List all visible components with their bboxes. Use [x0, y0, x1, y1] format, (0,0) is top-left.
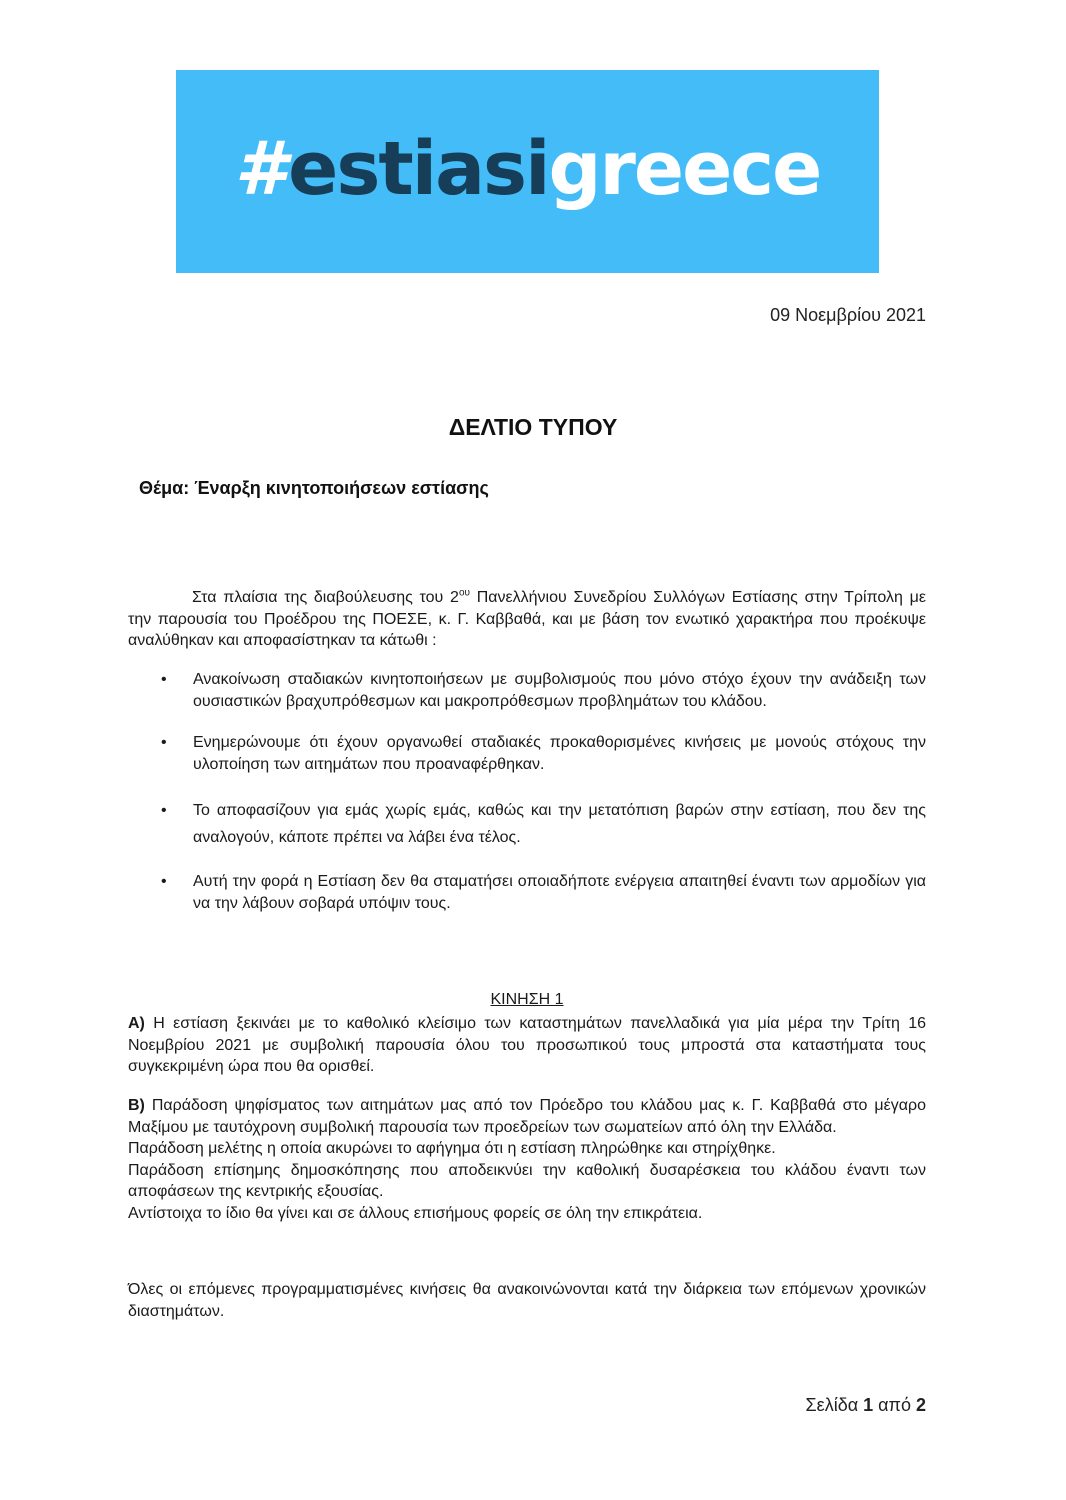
list-item	[128, 797, 926, 851]
part-a-text: Η εστίαση ξεκινάει με το καθολικό κλείσιμο των καταστημάτων πανελλαδικά για μία μέρα την Τρίτη 16 Νοεμβρίου 2021 με συμβολική παρουσία όλου του προσωπικού τους μπροστά στα καταστήματα τους συγκεκριμένη ώρα που θα ορισθεί.	[128, 1015, 926, 1075]
list-item	[128, 669, 926, 712]
page-number	[806, 1395, 926, 1416]
of-label: από	[873, 1395, 916, 1415]
bullet-icon: •	[161, 671, 167, 688]
intro-text-start: Στα πλαίσια της διαβούλευσης του 2	[192, 589, 459, 606]
estiasigreece-banner-logo	[176, 70, 879, 273]
list-item-text: Ενημερώνουμε ότι έχουν οργανωθεί σταδιακές προκαθορισμένες κινήσεις με μονούς στόχους την υλοποίηση των αιτημάτων που προαναφέρθηκαν.	[193, 734, 926, 773]
part-b-line: Αντίστοιχα το ίδιο θα γίνει και σε άλλους επισήμους φορείς σε όλη την επικράτεια.	[128, 1204, 703, 1222]
part-b-text: Παράδοση ψηφίσματος των αιτημάτων μας από τον Πρόεδρο του κλάδου μας κ. Γ. Καββαθά στο μέγαρο Μαξίμου με ταυτόχρονη συμβολική παρουσία των προεδρείων των σωματείων από όλη την Ελλάδα.	[128, 1097, 926, 1136]
page-label: Σελίδα	[805, 1395, 864, 1415]
total-pages: 2	[915, 1395, 926, 1415]
list-item	[128, 732, 926, 775]
list-item	[128, 871, 926, 914]
intro-superscript: ου	[458, 587, 470, 599]
banner-word-greece: greece	[548, 125, 821, 212]
bullet-icon: •	[161, 873, 167, 890]
list-item-text: Αυτή την φορά η Εστίαση δεν θα σταματήσει οποιαδήποτε ενέργεια απαιτηθεί έναντι των αρμοδίων για να την λάβουν σοβαρά υπόψιν τους.	[193, 873, 926, 912]
bullet-icon: •	[161, 734, 167, 751]
part-a-paragraph	[128, 1013, 926, 1078]
part-b-first	[128, 1095, 926, 1138]
banner-hash: #	[234, 125, 285, 212]
part-b-paragraph	[128, 1095, 926, 1224]
part-b-line: Παράδοση επίσημης δημοσκόπησης που αποδεικνύει την καθολική δυσαρέσκεια του κλάδου έναντι των αποφάσεων της κεντρικής εξουσίας.	[128, 1161, 926, 1200]
intro-text-rest: Πανελλήνιου Συνεδρίου Συλλόγων Εστίασης στην Τρίπολη με την παρουσία του Προέδρου της ΠΟΕΣΕ, κ. Γ. Καββαθά, και με βάση τον ενωτικό χαρακτήρα που προέκυψε αναλύθηκαν και αποφασίστηκαν τα κάτωθι :	[128, 589, 926, 649]
list-item-text: Το αποφασίζουν για εμάς χωρίς εμάς, καθώς και την μετατόπιση βαρών στην εστίαση, που δεν της αναλογούν, κάποτε πρέπει να λάβει ένα τέλος.	[193, 802, 926, 846]
intro-paragraph	[128, 587, 926, 652]
document-subject: Θέμα: Έναρξη κινητοποιήσεων εστίασης	[139, 478, 489, 498]
section-heading-kinisi-1: ΚΙΝΗΣΗ 1	[490, 991, 564, 1008]
part-a-label: Α)	[128, 1015, 145, 1032]
document-title: ΔΕΛΤΙΟ ΤΥΠΟΥ	[448, 414, 618, 440]
document-date: 09 Νοεμβρίου 2021	[770, 305, 926, 325]
closing-paragraph: Όλες οι επόμενες προγραμματισμένες κινήσεις θα ανακοινώνονται κατά την διάρκεια των επόμενων χρονικών διαστημάτων.	[128, 1281, 926, 1320]
banner-hashtag	[234, 125, 821, 212]
list-item-text: Ανακοίνωση σταδιακών κινητοποιήσεων με συμβολισμούς που μόνο στόχο έχουν την ανάδειξη των ουσιαστικών βραχυπρόθεσμων και μακροπρόθεσμων προβλημάτων του κλάδου.	[193, 671, 926, 710]
part-b-label: Β)	[128, 1097, 145, 1114]
bullet-icon: •	[161, 802, 167, 819]
current-page: 1	[863, 1395, 874, 1415]
decisions-list	[128, 669, 926, 934]
part-b-line: Παράδοση μελέτης η οποία ακυρώνει το αφήγημα ότι η εστίαση πληρώθηκε και στηρίχθηκε.	[128, 1140, 776, 1157]
banner-word-estiasi: estiasi	[288, 125, 549, 212]
